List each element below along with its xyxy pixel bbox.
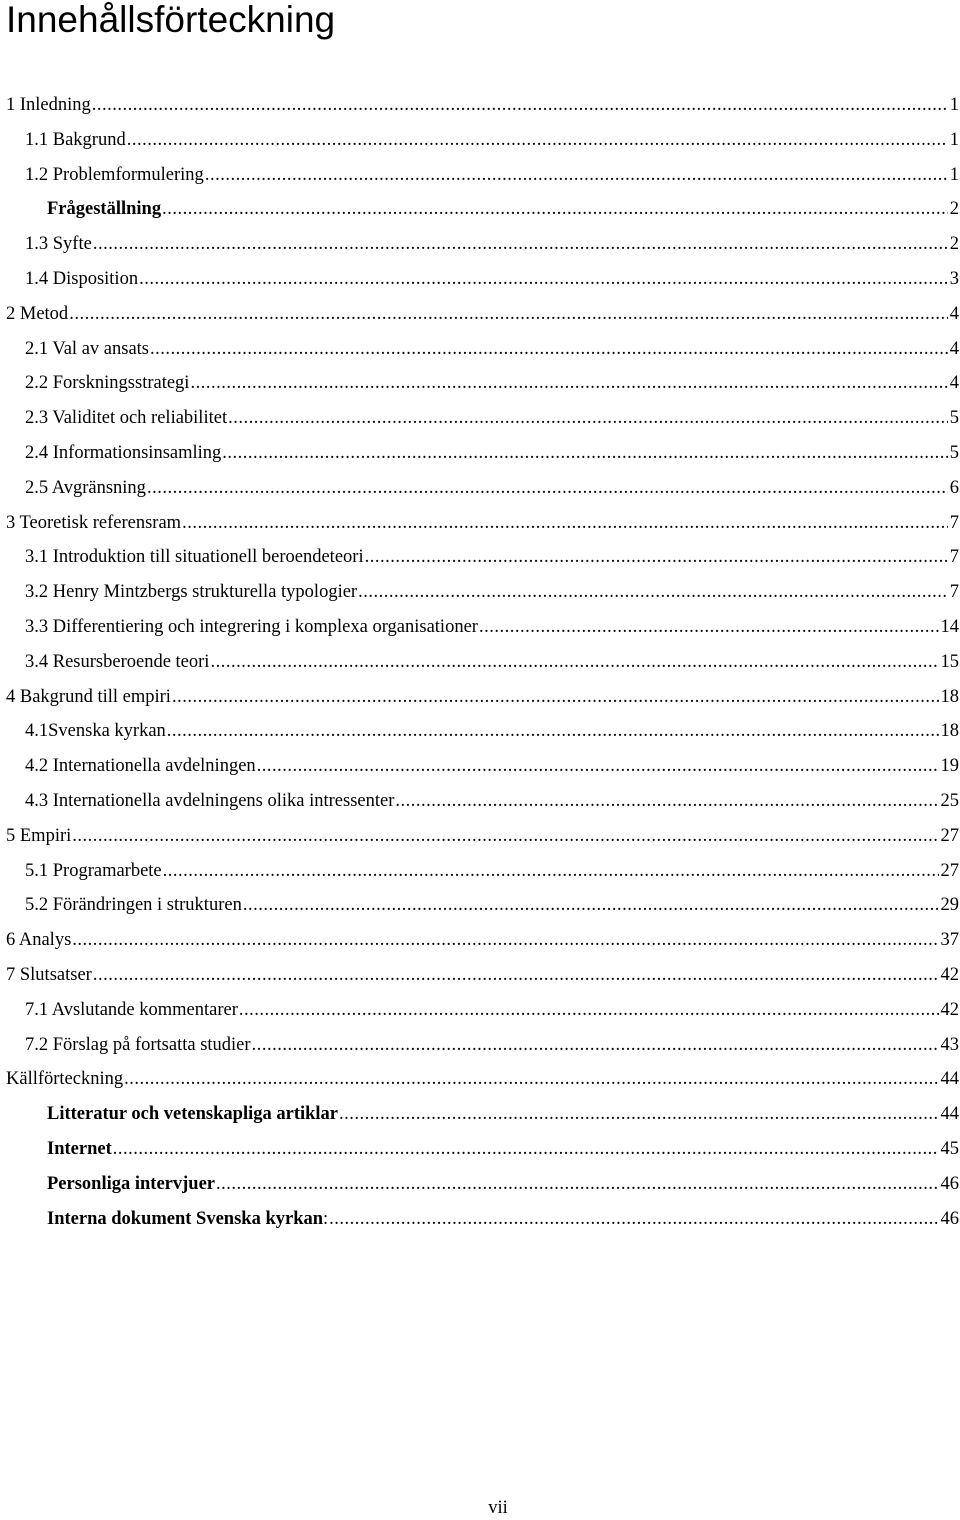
toc-entry-label: 4.1Svenska kyrkan: [25, 714, 166, 749]
toc-entry[interactable]: [0, 958, 960, 993]
table-of-contents: [0, 88, 960, 1236]
toc-entry-label: Interna dokument Svenska kyrkan: [47, 1202, 323, 1237]
toc-entry-label: 2 Metod: [6, 297, 68, 332]
toc-entry-label: 2.3 Validitet och reliabilitet: [25, 401, 227, 436]
dot-leader: [365, 540, 948, 575]
toc-entry-label: 2.1 Val av ansats: [25, 332, 149, 367]
toc-entry-label: 4 Bakgrund till empiri: [6, 680, 171, 715]
dot-leader: [69, 297, 948, 332]
toc-entry[interactable]: [0, 123, 960, 158]
toc-entry-label: Frågeställning: [47, 192, 161, 227]
toc-entry-page-number: 7: [950, 575, 960, 610]
toc-entry[interactable]: [0, 540, 960, 575]
toc-entry-suffix: :: [323, 1202, 328, 1237]
toc-entry-label: 2.4 Informationsinsamling: [25, 436, 221, 471]
dot-leader: [139, 262, 948, 297]
dot-leader: [182, 506, 948, 541]
toc-entry-page-number: 46: [941, 1202, 960, 1237]
toc-entry-page-number: 7: [950, 540, 960, 575]
toc-entry[interactable]: [0, 784, 960, 819]
toc-entry-label: 7.2 Förslag på fortsatta studier: [25, 1028, 251, 1063]
dot-leader: [92, 88, 948, 123]
toc-entry-label: 3 Teoretisk referensram: [6, 506, 181, 541]
dot-leader: [479, 610, 939, 645]
toc-entry-label: 6 Analys: [6, 923, 71, 958]
toc-entry[interactable]: [0, 923, 960, 958]
toc-entry[interactable]: [0, 1132, 960, 1167]
toc-entry[interactable]: [0, 1167, 960, 1202]
toc-entry-page-number: 4: [950, 297, 960, 332]
toc-entry-page-number: 1: [950, 158, 960, 193]
toc-entry[interactable]: [0, 227, 960, 262]
dot-leader: [358, 575, 948, 610]
toc-entry[interactable]: [0, 158, 960, 193]
toc-entry[interactable]: [0, 401, 960, 436]
toc-entry-page-number: 2: [950, 192, 960, 227]
toc-entry-page-number: 4: [950, 366, 960, 401]
toc-entry[interactable]: [0, 714, 960, 749]
toc-entry-label: 3.1 Introduktion till situationell beroendeteori: [25, 540, 364, 575]
toc-entry-page-number: 19: [941, 749, 960, 784]
page-number: vii: [0, 1496, 960, 1520]
toc-entry-label: 1.1 Bakgrund: [25, 123, 126, 158]
toc-entry-label: 4.2 Internationella avdelningen: [25, 749, 256, 784]
toc-entry[interactable]: [0, 749, 960, 784]
dot-leader: [339, 1097, 938, 1132]
toc-entry-page-number: 5: [950, 401, 960, 436]
toc-entry[interactable]: [0, 680, 960, 715]
toc-entry[interactable]: [0, 1097, 960, 1132]
toc-entry-page-number: 18: [941, 714, 960, 749]
toc-entry-page-number: 1: [950, 88, 960, 123]
toc-entry[interactable]: [0, 888, 960, 923]
toc-entry[interactable]: [0, 819, 960, 854]
toc-entry-page-number: 46: [941, 1167, 960, 1202]
toc-entry-label: 4.3 Internationella avdelningens olika intressenter: [25, 784, 394, 819]
dot-leader: [113, 1132, 939, 1167]
dot-leader: [163, 854, 939, 889]
dot-leader: [395, 784, 938, 819]
toc-entry[interactable]: [0, 192, 960, 227]
toc-entry-page-number: 42: [941, 958, 960, 993]
toc-entry[interactable]: [0, 1202, 960, 1237]
dot-leader: [257, 749, 939, 784]
toc-entry[interactable]: [0, 297, 960, 332]
toc-entry[interactable]: [0, 436, 960, 471]
toc-entry-label: 3.2 Henry Mintzbergs strukturella typologier: [25, 575, 357, 610]
toc-entry-page-number: 15: [941, 645, 960, 680]
toc-entry-page-number: 14: [941, 610, 960, 645]
dot-leader: [190, 366, 947, 401]
dot-leader: [243, 888, 939, 923]
dot-leader: [172, 680, 939, 715]
toc-entry-label: 5 Empiri: [6, 819, 71, 854]
toc-entry-label: 1.3 Syfte: [25, 227, 92, 262]
toc-entry[interactable]: [0, 366, 960, 401]
dot-leader: [93, 958, 939, 993]
toc-entry-page-number: 29: [941, 888, 960, 923]
toc-entry-page-number: 42: [941, 993, 960, 1028]
toc-entry[interactable]: [0, 332, 960, 367]
dot-leader: [72, 923, 938, 958]
toc-entry-page-number: 45: [941, 1132, 960, 1167]
dot-leader: [147, 471, 948, 506]
toc-entry-page-number: 5: [950, 436, 960, 471]
dot-leader: [150, 332, 948, 367]
toc-entry-page-number: 27: [941, 819, 960, 854]
toc-entry[interactable]: [0, 993, 960, 1028]
toc-entry[interactable]: [0, 575, 960, 610]
toc-entry[interactable]: [0, 610, 960, 645]
toc-entry-page-number: 4: [950, 332, 960, 367]
dot-leader: [167, 714, 939, 749]
toc-entry-page-number: 27: [941, 854, 960, 889]
dot-leader: [93, 227, 948, 262]
toc-entry-label: 2.2 Forskningsstrategi: [25, 366, 189, 401]
toc-entry-label: 2.5 Avgränsning: [25, 471, 146, 506]
toc-entry-label: 1 Inledning: [6, 88, 91, 123]
page-title: Innehållsförteckning: [6, 0, 335, 42]
toc-entry[interactable]: [0, 506, 960, 541]
dot-leader: [222, 436, 947, 471]
dot-leader: [162, 192, 948, 227]
toc-entry-label: 7 Slutsatser: [6, 958, 92, 993]
toc-entry[interactable]: [0, 262, 960, 297]
toc-entry[interactable]: [0, 1028, 960, 1063]
toc-entry-label: 5.2 Förändringen i strukturen: [25, 888, 242, 923]
toc-entry-page-number: 43: [941, 1028, 960, 1063]
toc-entry-label: 3.4 Resursberoende teori: [25, 645, 209, 680]
dot-leader: [216, 1167, 939, 1202]
toc-entry-label: 7.1 Avslutande kommentarer: [25, 993, 238, 1028]
toc-entry[interactable]: [0, 645, 960, 680]
dot-leader: [205, 158, 948, 193]
toc-entry-label: Källförteckning: [6, 1062, 123, 1097]
dot-leader: [124, 1062, 938, 1097]
toc-entry[interactable]: [0, 471, 960, 506]
dot-leader: [239, 993, 939, 1028]
toc-entry-page-number: 25: [941, 784, 960, 819]
dot-leader: [228, 401, 948, 436]
toc-entry-page-number: 7: [950, 506, 960, 541]
dot-leader: [252, 1028, 939, 1063]
toc-entry-page-number: 3: [950, 262, 960, 297]
toc-entry-label: Internet: [47, 1132, 112, 1167]
toc-entry-page-number: 18: [941, 680, 960, 715]
dot-leader: [127, 123, 948, 158]
toc-entry-page-number: 6: [950, 471, 960, 506]
toc-entry-label: 1.4 Disposition: [25, 262, 138, 297]
toc-entry-page-number: 37: [941, 923, 960, 958]
toc-entry-label: 1.2 Problemformulering: [25, 158, 204, 193]
toc-entry-page-number: 2: [950, 227, 960, 262]
toc-entry-label: 3.3 Differentiering och integrering i komplexa organisationer: [25, 610, 478, 645]
dot-leader: [329, 1202, 938, 1237]
toc-entry[interactable]: [0, 1062, 960, 1097]
dot-leader: [72, 819, 938, 854]
toc-entry-label: Personliga intervjuer: [47, 1167, 215, 1202]
toc-entry-page-number: 44: [941, 1062, 960, 1097]
toc-entry[interactable]: [0, 854, 960, 889]
toc-entry[interactable]: [0, 88, 960, 123]
toc-entry-page-number: 44: [941, 1097, 960, 1132]
dot-leader: [210, 645, 938, 680]
toc-entry-label: 5.1 Programarbete: [25, 854, 162, 889]
toc-entry-label: Litteratur och vetenskapliga artiklar: [47, 1097, 338, 1132]
toc-entry-page-number: 1: [950, 123, 960, 158]
